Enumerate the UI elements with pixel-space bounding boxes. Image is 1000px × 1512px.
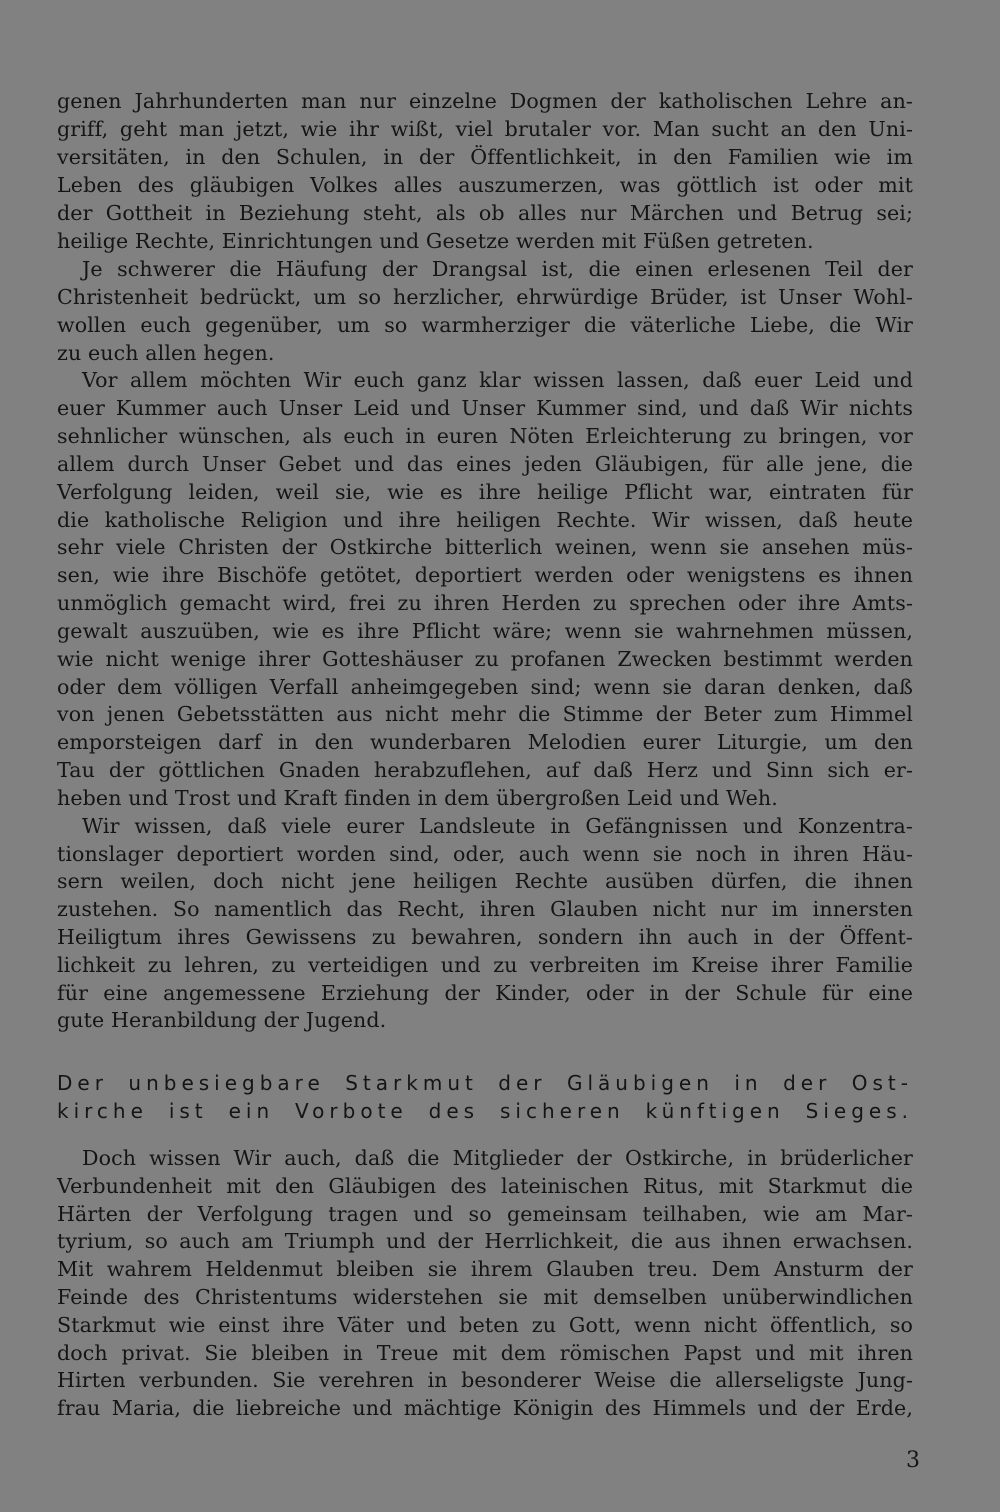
- text-line: die katholische Religion und ihre heiligen Rechte. Wir wissen, daß heute: [57, 508, 913, 532]
- text-line: frau Maria, die liebreiche und mächtige Königin des Himmels und der Erde,: [57, 1396, 913, 1420]
- text-line: lichkeit zu lehren, zu verteidigen und zu verbreiten im Kreise ihrer Familie: [57, 953, 913, 977]
- text-line: sehnlicher wünschen, als euch in euren Nöten Erleichterung zu bringen, vor: [57, 424, 913, 448]
- text-line: tyrium, so auch am Triumph und der Herrlichkeit, die aus ihnen erwachsen.: [57, 1229, 913, 1253]
- text-line: heilige Rechte, Einrichtungen und Gesetze werden mit Füßen getreten.: [57, 229, 814, 253]
- text-line: tionslager deportiert worden sind, oder, auch wenn sie noch in ihren Häu-: [57, 842, 913, 866]
- text-line: oder dem völligen Verfall anheimgegeben sind; wenn sie daran denken, daß: [57, 675, 913, 699]
- text-line: Hirten verbunden. Sie verehren in besonderer Weise die allerseligste Jung-: [57, 1368, 913, 1392]
- text-line: emporsteigen darf in den wunderbaren Melodien eurer Liturgie, um den: [57, 730, 913, 754]
- text-line: Leben des gläubigen Volkes alles auszumerzen, was göttlich ist oder mit: [57, 173, 913, 197]
- text-line: gute Heranbildung der Jugend.: [57, 1008, 387, 1032]
- text-line: zustehen. So namentlich das Recht, ihren Glauben nicht nur im innersten: [57, 897, 913, 921]
- text-line: Tau der göttlichen Gnaden herabzuflehen, auf daß Herz und Sinn sich er-: [57, 758, 913, 782]
- text-line: Feinde des Christentums widerstehen sie mit demselben unüberwindlichen: [57, 1285, 913, 1309]
- text-line: sern weilen, doch nicht jene heiligen Rechte ausüben dürfen, die ihnen: [57, 869, 913, 893]
- text-line: genen Jahrhunderten man nur einzelne Dogmen der katholischen Lehre an-: [57, 89, 913, 113]
- text-line: sehr viele Christen der Ostkirche bitterlich weinen, wenn sie ansehen müs-: [57, 535, 913, 559]
- text-line: doch privat. Sie bleiben in Treue mit dem römischen Papst und mit ihren: [57, 1341, 913, 1365]
- text-line: Doch wissen Wir auch, daß die Mitglieder der Ostkirche, in brüderlicher: [82, 1146, 913, 1170]
- text-line: Heiligtum ihres Gewissens zu bewahren, sondern ihn auch in der Öffent-: [57, 925, 913, 949]
- text-line: sen, wie ihre Bischöfe getötet, deportiert werden oder wenigstens es ihnen: [57, 563, 913, 587]
- text-line: heben und Trost und Kraft finden in dem übergroßen Leid und Weh.: [57, 786, 778, 810]
- text-line: euer Kummer auch Unser Leid und Unser Kummer sind, und daß Wir nichts: [57, 396, 913, 420]
- text-line: Wir wissen, daß viele eurer Landsleute in Gefängnissen und Konzentra-: [82, 814, 913, 838]
- text-line: unmöglich gemacht wird, frei zu ihren Herden zu sprechen oder ihre Amts-: [57, 591, 913, 615]
- text-line: Starkmut wie einst ihre Väter und beten zu Gott, wenn nicht öffentlich, so: [57, 1313, 913, 1337]
- text-line: für eine angemessene Erziehung der Kinder, oder in der Schule für eine: [57, 981, 913, 1005]
- text-line: allem durch Unser Gebet und das eines jeden Gläubigen, für alle jene, die: [57, 452, 913, 476]
- text-line: Christenheit bedrückt, um so herzlicher, ehrwürdige Brüder, ist Unser Wohl-: [57, 285, 913, 309]
- text-line: Härten der Verfolgung tragen und so gemeinsam teilhaben, wie am Mar-: [57, 1202, 913, 1226]
- page-number: 3: [906, 1448, 920, 1473]
- text-line: gewalt auszuüben, wie es ihre Pflicht wäre; wenn sie wahrnehmen müssen,: [57, 619, 913, 643]
- text-line: Verfolgung leiden, weil sie, wie es ihre heilige Pflicht war, eintraten für: [57, 480, 913, 504]
- text-line: wie nicht wenige ihrer Gotteshäuser zu profanen Zwecken bestimmt werden: [57, 647, 913, 671]
- heading-line: kirche ist ein Vorbote des sicheren künftigen Sieges.: [57, 1099, 913, 1123]
- text-line: Mit wahrem Heldenmut bleiben sie ihrem Glauben treu. Dem Ansturm der: [57, 1257, 913, 1281]
- text-line: wollen euch gegenüber, um so warmherziger die väterliche Liebe, die Wir: [57, 313, 913, 337]
- text-line: Je schwerer die Häufung der Drangsal ist, die einen erlesenen Teil der: [82, 257, 913, 281]
- text-line: Verbundenheit mit den Gläubigen des lateinischen Ritus, mit Starkmut die: [57, 1174, 913, 1198]
- text-line: griff, geht man jetzt, wie ihr wißt, viel brutaler vor. Man sucht an den Uni-: [57, 117, 913, 141]
- text-line: Vor allem möchten Wir euch ganz klar wissen lassen, daß euer Leid und: [82, 368, 913, 392]
- text-line: der Gottheit in Beziehung steht, als ob alles nur Märchen und Betrug sei;: [57, 201, 913, 225]
- heading-line: Der unbesiegbare Starkmut der Gläubigen in der Ost-: [57, 1071, 913, 1095]
- text-line: von jenen Gebetsstätten aus nicht mehr die Stimme der Beter zum Himmel: [57, 702, 913, 726]
- text-line: zu euch allen hegen.: [57, 341, 275, 365]
- text-line: versitäten, in den Schulen, in der Öffentlichkeit, in den Familien wie im: [57, 145, 913, 169]
